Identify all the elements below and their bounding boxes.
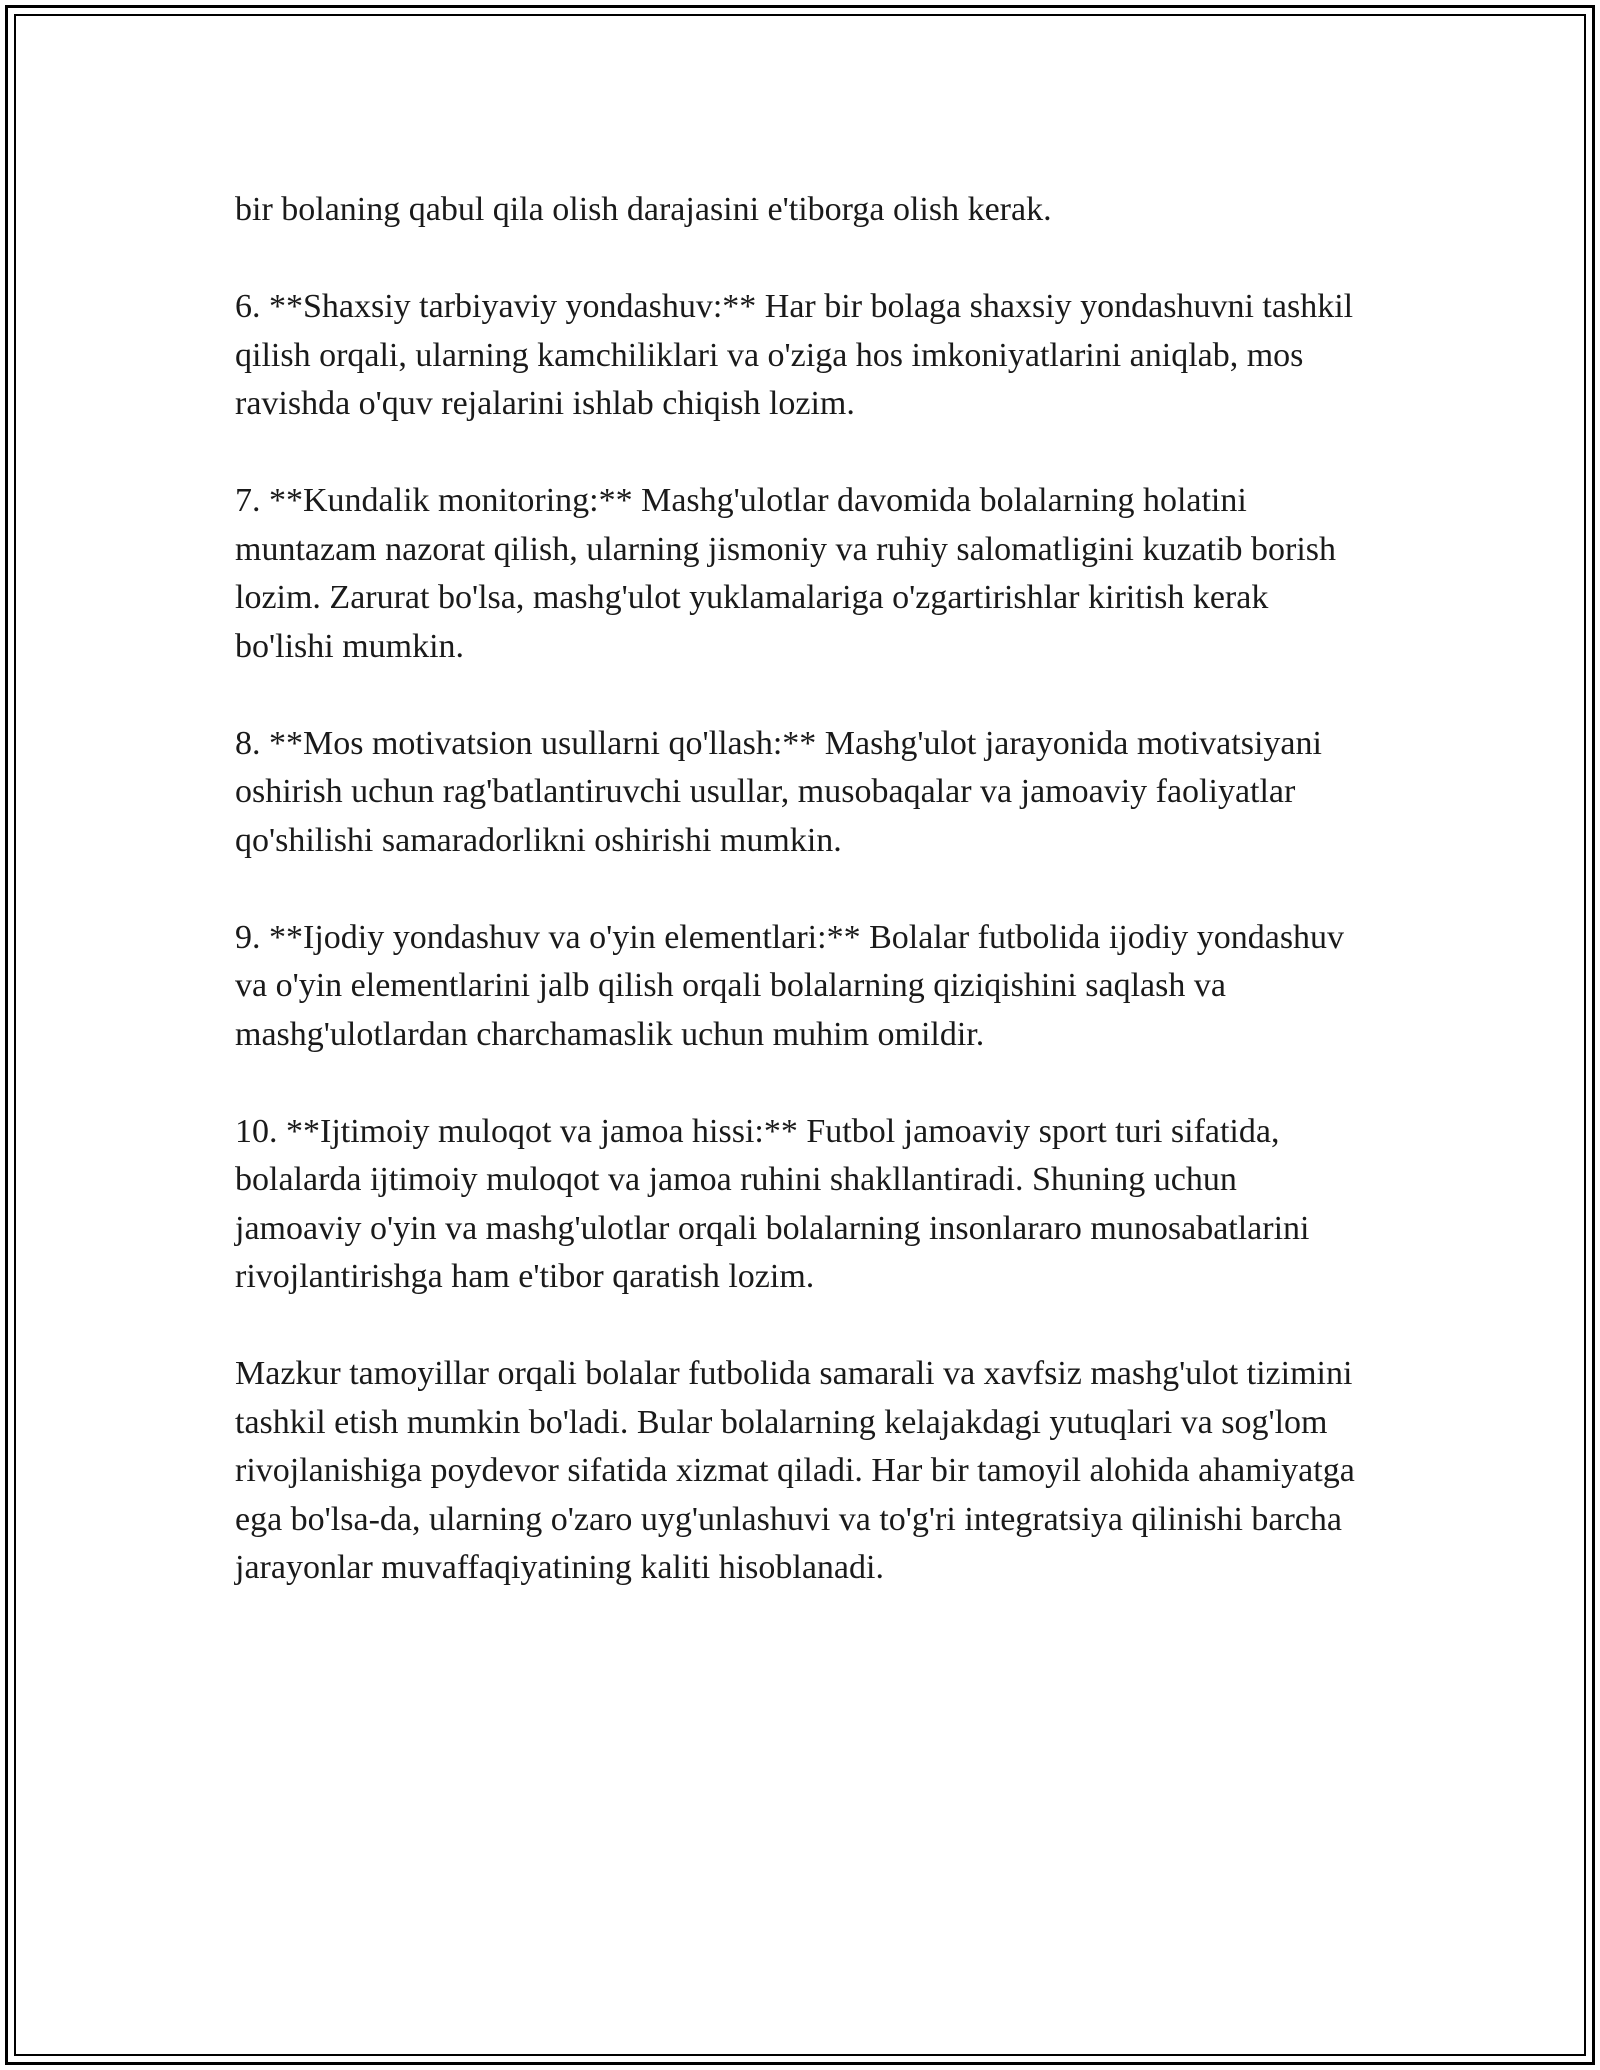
paragraph-item-7: 7. **Kundalik monitoring:** Mashg'ulotlar davomida bolalarning holatini muntazam nazorat qilish, ularning jismoniy va ruhiy salomatligini kuzatib borish lozim. Zarurat bo'lsa, mashg'ulot yuklamalariga o'zgartirishlar kiritish kerak bo'lishi mumkin. — [235, 482, 1337, 665]
paragraph-item-6: 6. **Shaxsiy tarbiyaviy yondashuv:** Har bir bolaga shaxsiy yondashuvni tashkil qilish orqali, ularning kamchiliklari va o'ziga hos imkoniyatlarini aniqlab, mos ravishda o'quv rejalarini ishlab chiqish lozim. — [235, 288, 1354, 422]
paragraph-continuation: bir bolaning qabul qila olish darajasini e'tiborga olish kerak. — [235, 191, 1052, 228]
paragraph-conclusion: Mazkur tamoyillar orqali bolalar futbolida samarali va xavfsiz mashg'ulot tizimini tashkil etish mumkin bo'ladi. Bular bolalarning kelajakdagi yutuqlari va sog'lom rivojlanishiga poydevor sifatida xizmat qiladi. Har bir tamoyil alohida ahamiyatga ega bo'lsa-da, ularning o'zaro uyg'unlashuvi va to'g'ri integratsiya qilinishi barcha jarayonlar muvaffaqiyatining kaliti hisoblanadi. — [235, 1355, 1355, 1586]
paragraph-item-10: 10. **Ijtimoiy muloqot va jamoa hissi:** Futbol jamoaviy sport turi sifatida, bolalarda ijtimoiy muloqot va jamoa ruhini shakllantiradi. Shuning uchun jamoaviy o'yin va mashg'ulotlar orqali bolalarning insonlararo munosabatlarini rivojlantirishga ham e'tibor qaratish lozim. — [235, 1112, 1310, 1295]
paragraph-item-8: 8. **Mos motivatsion usullarni qo'llash:** Mashg'ulot jarayonida motivatsiyani oshirish uchun rag'batlantiruvchi usullar, musobaqalar va jamoaviy faoliyatlar qo'shilishi samaradorlikni oshirishi mumkin. — [235, 724, 1322, 859]
document-body — [235, 186, 1370, 1641]
paragraph-item-9: 9. **Ijodiy yondashuv va o'yin elementlari:** Bolalar futbolida ijodiy yondashuv va o'yin elementlarini jalb qilish orqali bolalarning qiziqishini saqlash va mashg'ulotlardan charchamaslik uchun muhim omildir. — [235, 918, 1345, 1053]
